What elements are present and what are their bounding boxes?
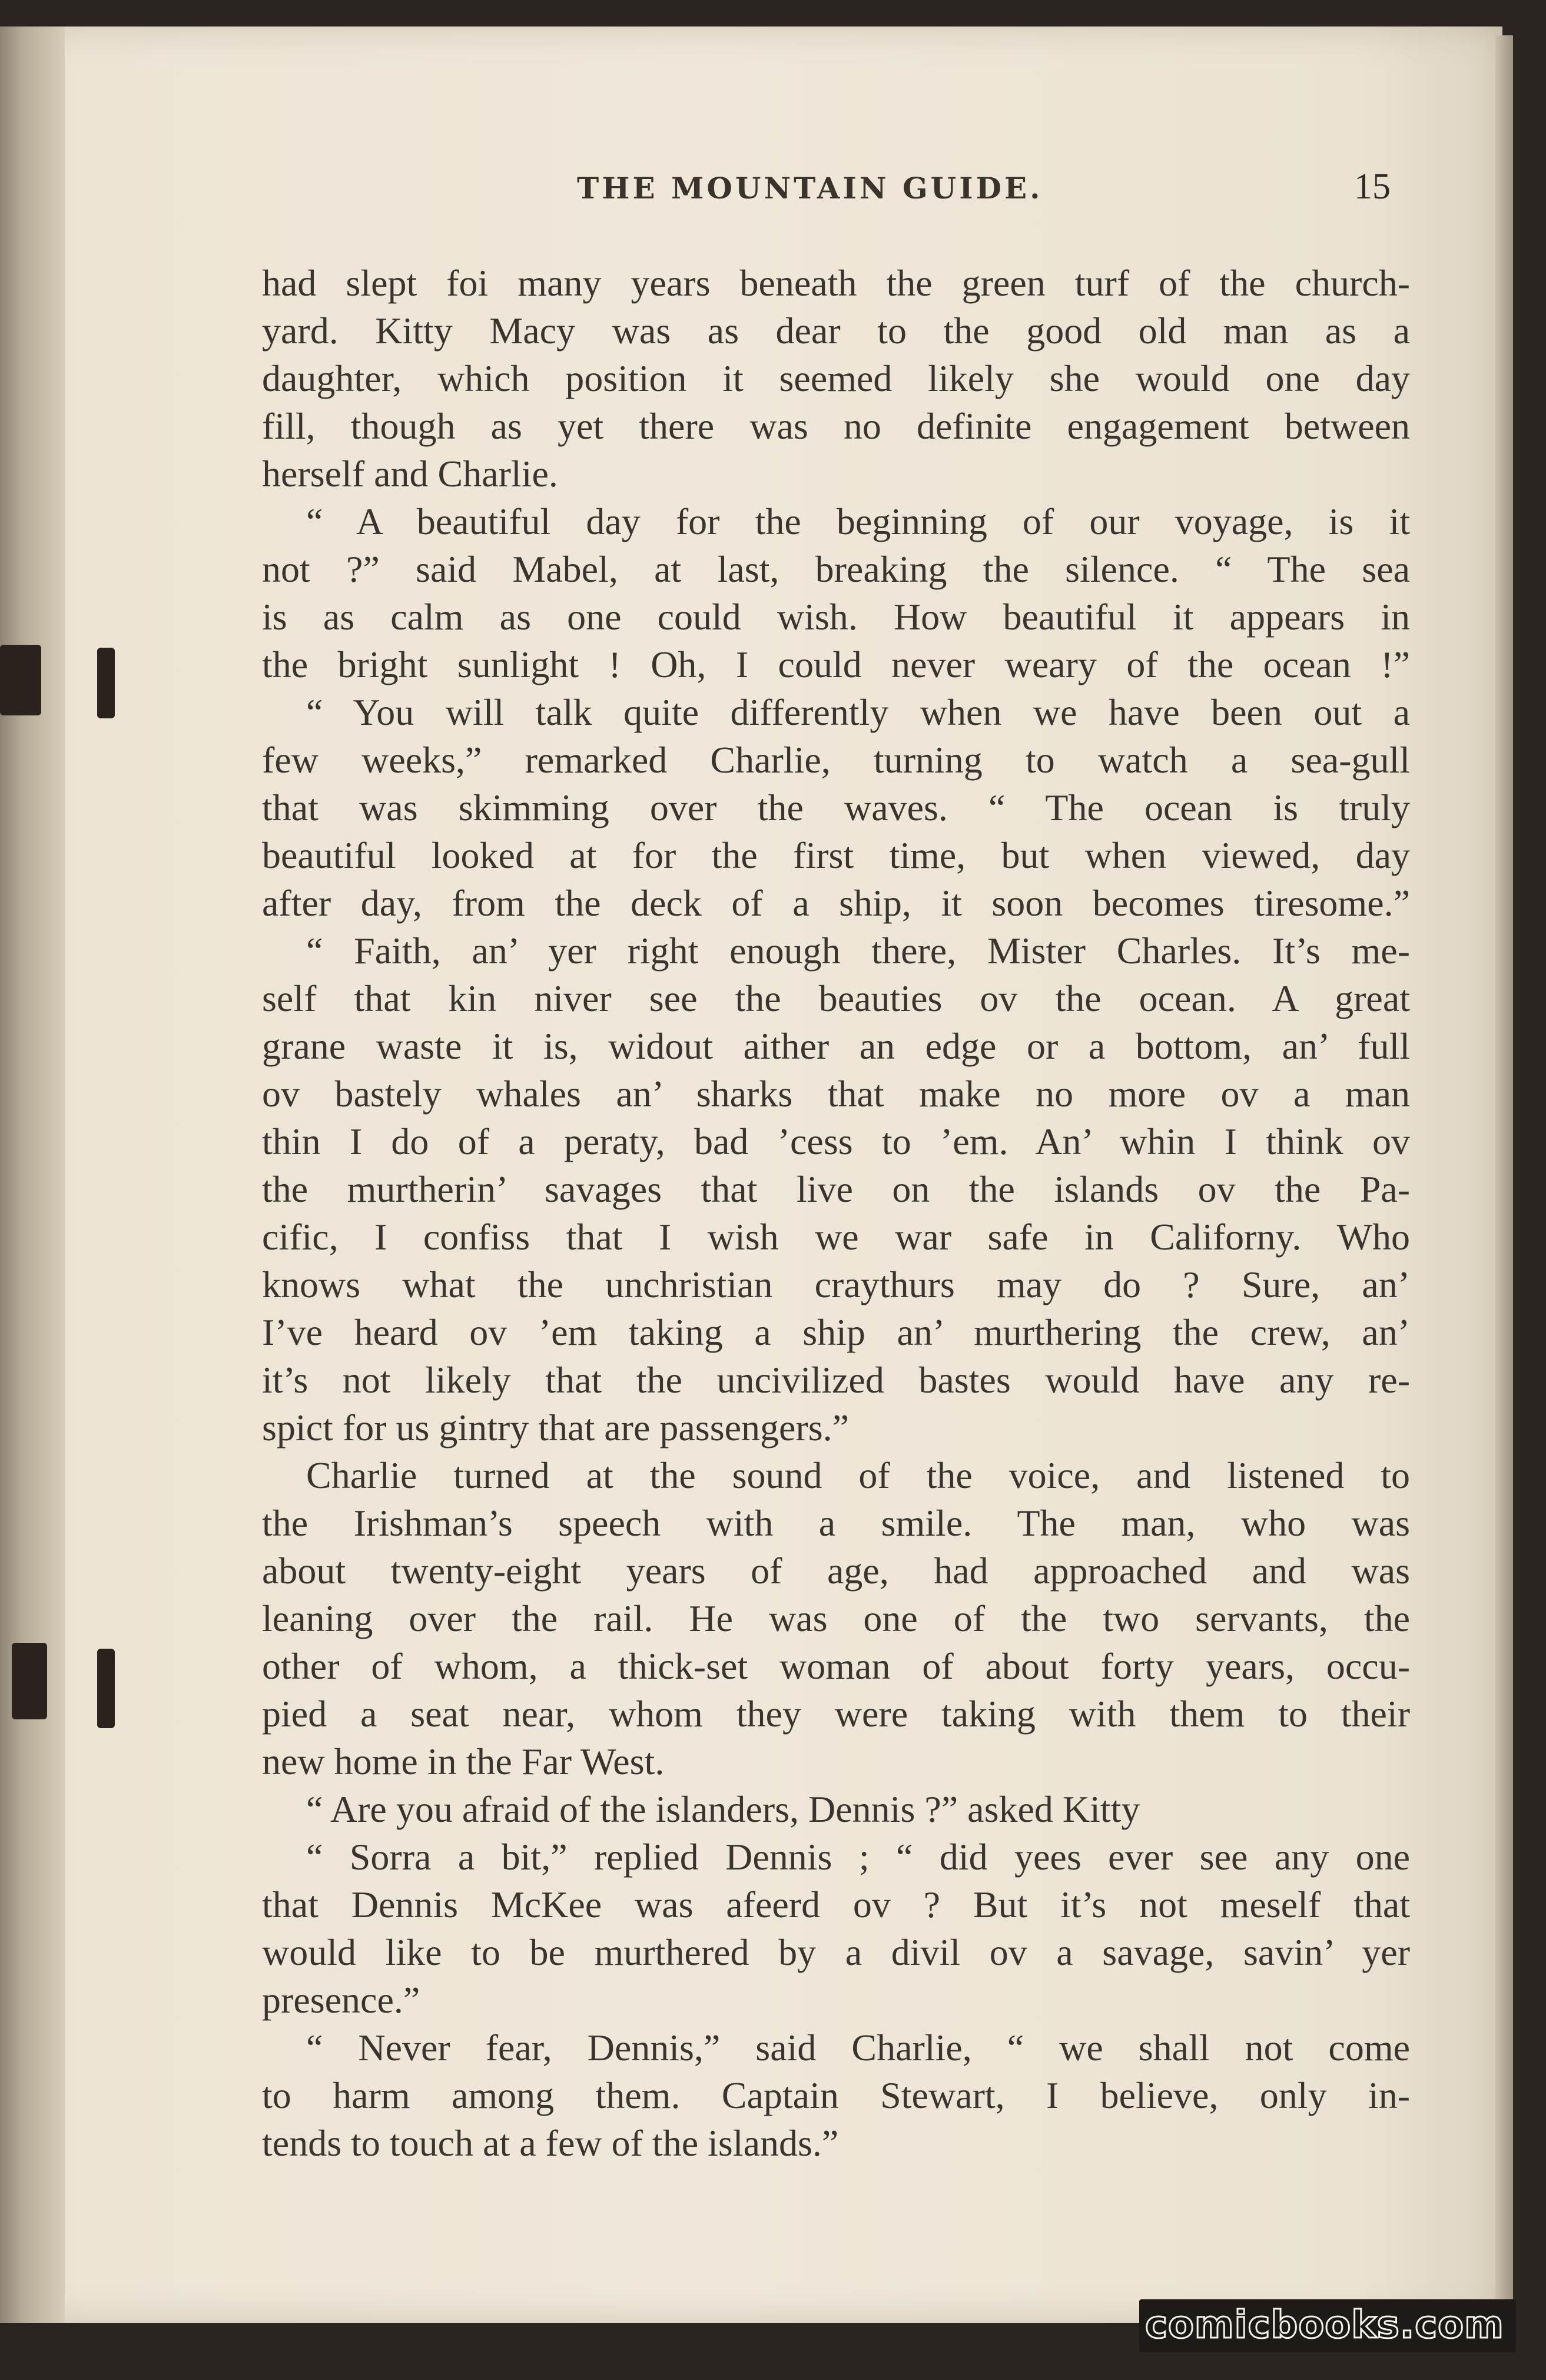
text-line: few weeks,” remarked Charlie, turning to watch a sea-gull <box>262 739 1410 781</box>
text-line: “ A beautiful day for the beginning of our voyage, is it <box>306 500 1410 542</box>
text-line: Charlie turned at the sound of the voice, and listened to <box>306 1454 1410 1496</box>
text-line: “ Are you afraid of the islanders, Dennis ?” asked Kitty <box>306 1788 1140 1830</box>
text-line: self that kin niver see the beauties ov the ocean. A great <box>262 977 1410 1019</box>
binding-gutter <box>0 26 65 2323</box>
text-line: had slept foi many years beneath the green turf of the church- <box>262 262 1410 304</box>
page-number: 15 <box>1354 167 1391 207</box>
text-line: herself and Charlie. <box>262 453 558 495</box>
text-line: other of whom, a thick-set woman of about forty years, occu- <box>262 1645 1410 1687</box>
text-line: tends to touch at a few of the islands.” <box>262 2122 839 2164</box>
watermark-logo: comicbooks.com <box>1145 2303 1504 2347</box>
text-line: after day, from the deck of a ship, it soon becomes tiresome.” <box>262 882 1410 924</box>
text-line: is as calm as one could wish. How beautiful it appears in <box>262 596 1410 638</box>
text-line: cific, I confiss that I wish we war safe in Californy. Who <box>262 1216 1410 1258</box>
page-edge <box>1495 35 1513 2320</box>
binding-thread-mark <box>0 645 41 715</box>
text-line: the murtherin’ savages that live on the islands ov the Pa- <box>262 1168 1410 1210</box>
text-line: fill, though as yet there was no definite engagement between <box>262 405 1410 447</box>
text-line: ov bastely whales an’ sharks that make no more ov a man <box>262 1073 1410 1115</box>
text-line: daughter, which position it seemed likely she would one day <box>262 357 1410 399</box>
text-line: it’s not likely that the uncivilized bastes would have any re- <box>262 1359 1410 1401</box>
text-line: to harm among them. Captain Stewart, I believe, only in- <box>262 2074 1410 2116</box>
running-head: THE MOUNTAIN GUIDE. <box>577 171 1043 205</box>
text-line: knows what the unchristian craythurs may do ? Sure, an’ <box>262 1264 1410 1305</box>
text-line: new home in the Far West. <box>262 1741 665 1782</box>
text-line: pied a seat near, whom they were taking with them to their <box>262 1693 1410 1735</box>
body-text <box>262 259 1410 2167</box>
text-line: presence.” <box>262 1979 420 2021</box>
text-line: “ You will talk quite differently when we have been out a <box>306 691 1410 733</box>
text-line: the Irishman’s speech with a smile. The man, who was <box>262 1502 1410 1544</box>
text-line: beautiful looked at for the first time, but when viewed, day <box>262 834 1410 876</box>
text-line: that was skimming over the waves. “ The ocean is truly <box>262 787 1410 828</box>
text-line: not ?” said Mabel, at last, breaking the silence. “ The sea <box>262 548 1410 590</box>
text-line: “ Never fear, Dennis,” said Charlie, “ we shall not come <box>306 2027 1410 2069</box>
text-line: spict for us gintry that are passengers.” <box>262 1407 850 1448</box>
text-line: “ Faith, an’ yer right enough there, Mister Charles. It’s me- <box>306 930 1410 972</box>
binding-thread-mark <box>97 648 115 718</box>
text-line: the bright sunlight ! Oh, I could never weary of the ocean !” <box>262 644 1410 685</box>
text-line: “ Sorra a bit,” replied Dennis ; “ did yees ever see any one <box>306 1836 1410 1878</box>
text-line: leaning over the rail. He was one of the two servants, the <box>262 1597 1410 1639</box>
binding-thread-mark <box>12 1643 47 1719</box>
text-line: I’ve heard ov ’em taking a ship an’ murthering the crew, an’ <box>262 1311 1410 1353</box>
text-line: that Dennis McKee was afeerd ov ? But it’s not meself that <box>262 1884 1410 1925</box>
binding-thread-mark <box>97 1649 115 1728</box>
text-line: grane waste it is, widout aither an edge or a bottom, an’ full <box>262 1025 1410 1067</box>
text-line: would like to be murthered by a divil ov a savage, savin’ yer <box>262 1931 1410 1973</box>
text-line: yard. Kitty Macy was as dear to the good old man as a <box>262 310 1410 352</box>
text-line: thin I do of a peraty, bad ’cess to ’em. An’ whin I think ov <box>262 1121 1410 1162</box>
text-line: about twenty-eight years of age, had approached and was <box>262 1550 1410 1592</box>
